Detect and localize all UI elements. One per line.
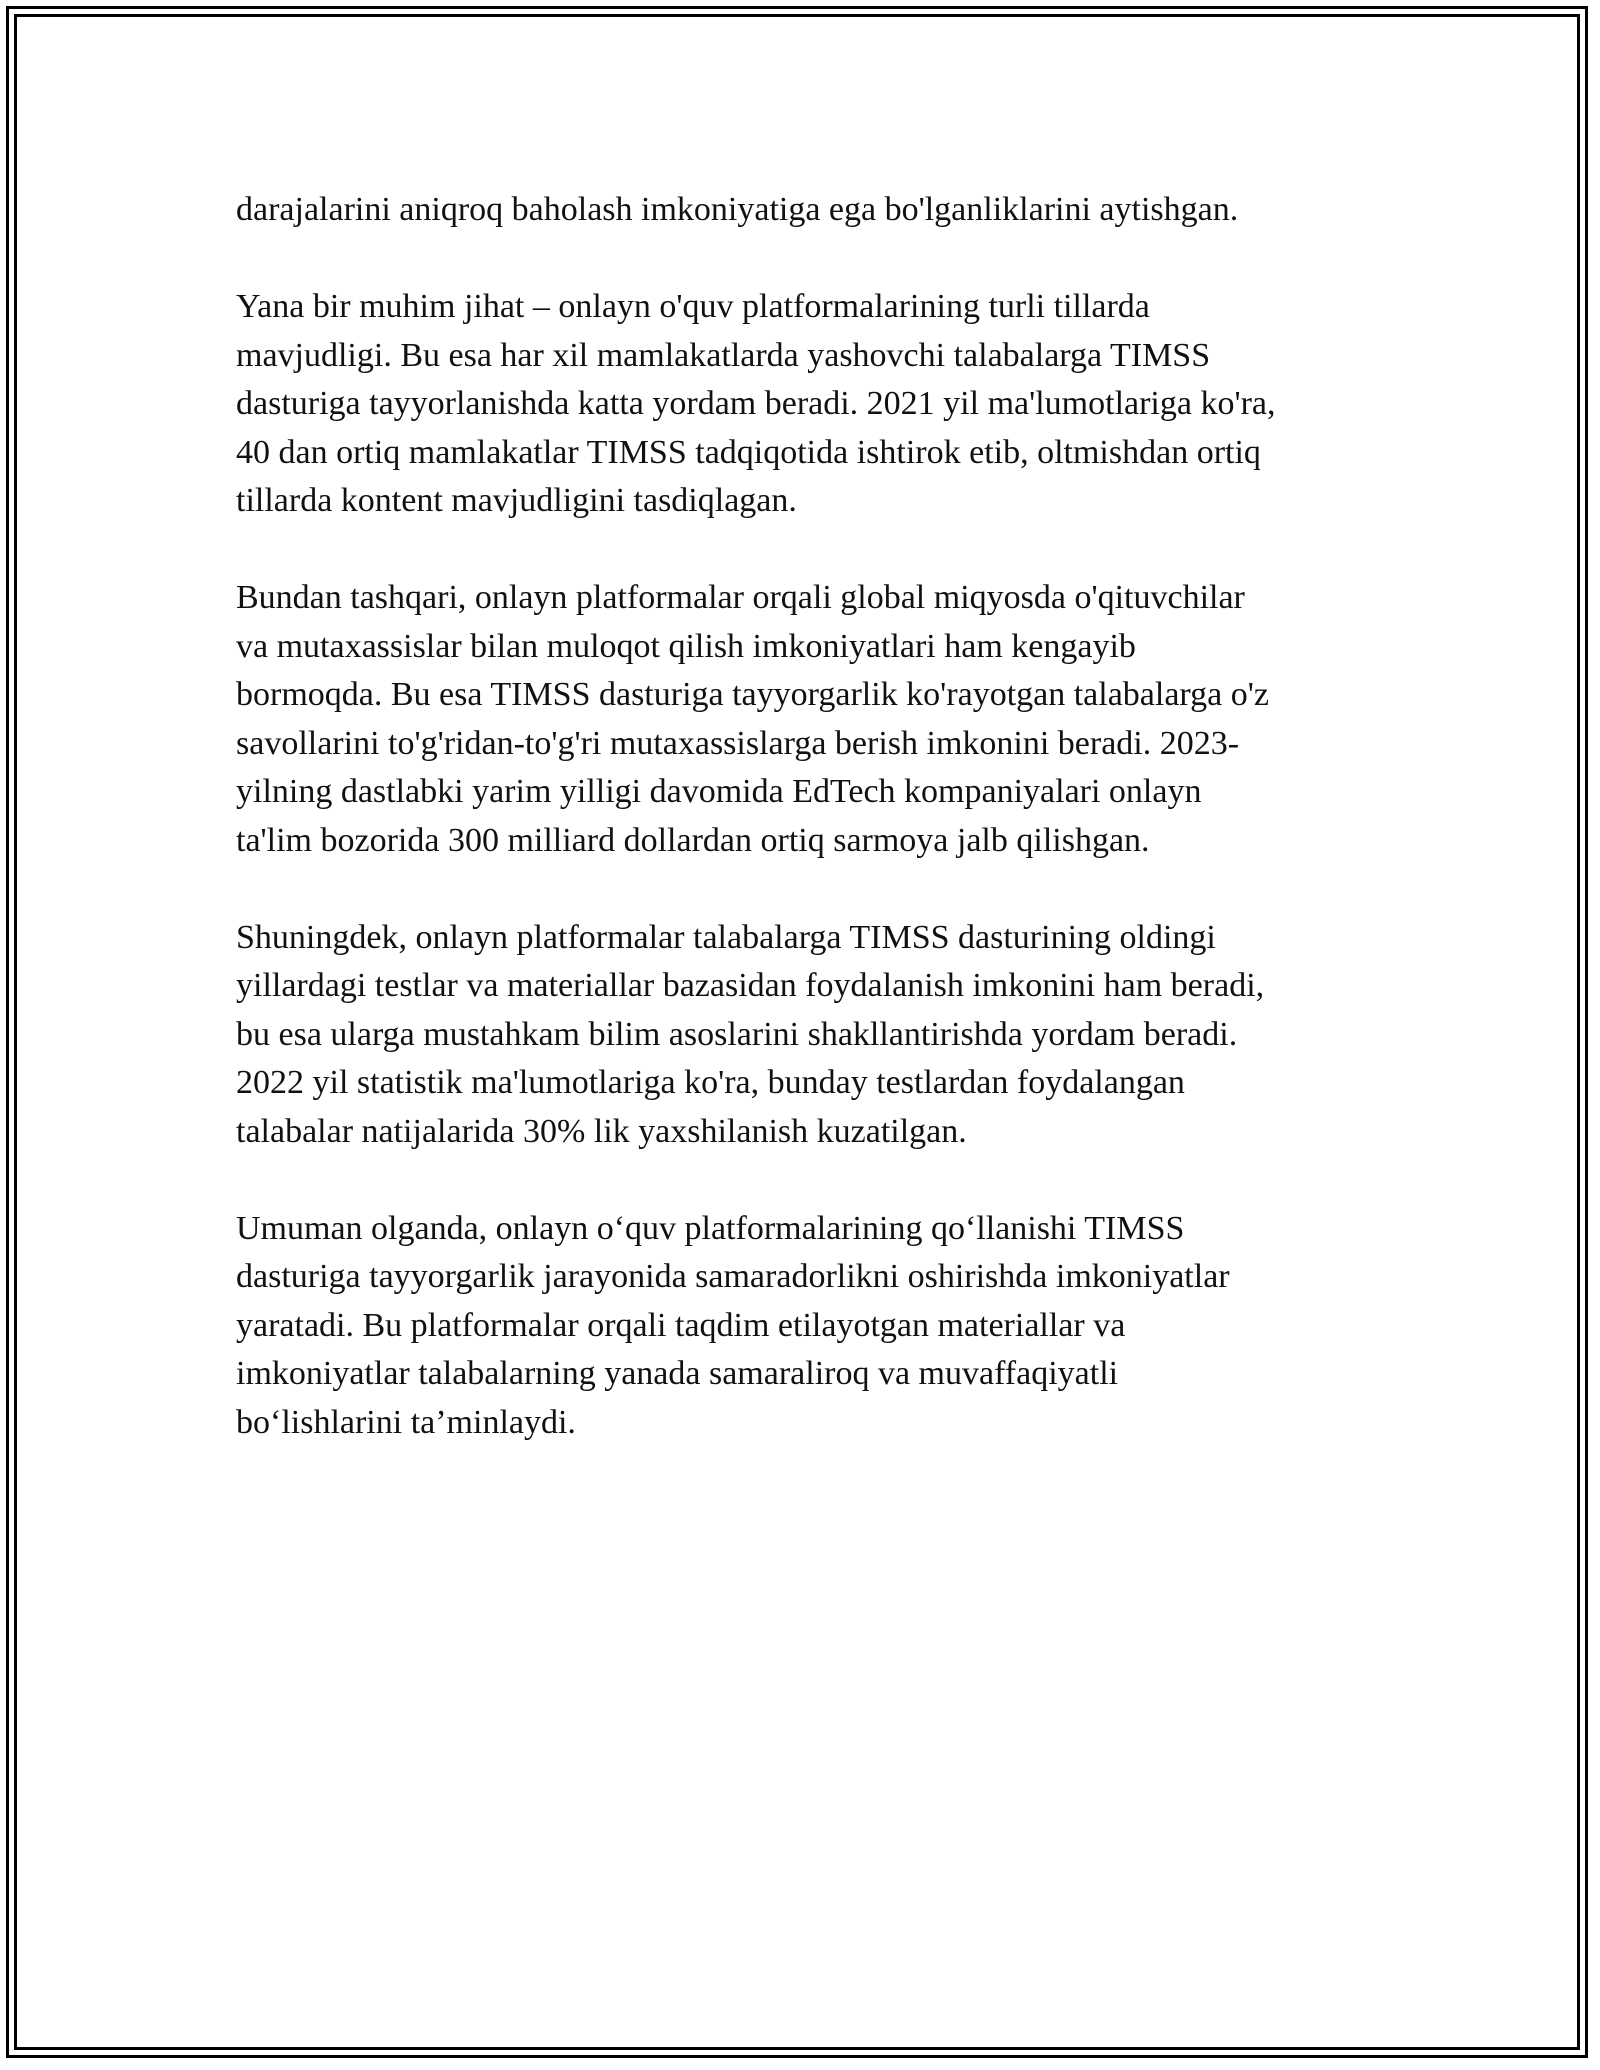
paragraph-1: darajalarini aniqroq baholash imkoniyatiga ega bo'lganliklarini aytishgan. [236,191,1239,228]
paragraph-4: Shuningdek, onlayn platformalar talabalarga TIMSS dasturining oldingi yillardagi testlar va materiallar bazasidan foydalanish imkonini ham beradi, bu esa ularga mustahkam bilim asoslarini shakllantirishda yordam beradi. 2022 yil statistik ma'lumotlariga ko'ra, bunday testlardan foydalangan talabalar natijalarida 30% lik yaxshilanish kuzatilgan. [236,918,1265,1150]
paragraph-3: Bundan tashqari, onlayn platformalar orqali global miqyosda o'qituvchilar va mutaxassislar bilan muloqot qilish imkoniyatlari ham kengayib bormoqda. Bu esa TIMSS dasturiga tayyorgarlik ko'rayotgan talabalarga o'z savollarini to'g'ridan-to'g'ri mutaxassislarga berish imkonini beradi. 2023- yilning dastlabki yarim yilligi davomida EdTech kompaniyalari onlayn ta'lim bozorida 300 milliard dollardan ortiq sarmoya jalb qilishgan. [236,579,1269,859]
paragraph-2: Yana bir muhim jihat – onlayn o'quv platformalarining turli tillarda mavjudligi. Bu esa har xil mamlakatlarda yashovchi talabalarga TIMSS dasturiga tayyorlanishda katta yordam beradi. 2021 yil ma'lumotlariga ko'ra, 40 dan ortiq mamlakatlar TIMSS tadqiqotida ishtirok etib, oltmishdan ortiq tillarda kontent mavjudligini tasdiqlagan. [236,288,1276,519]
paragraph-5: Umuman olganda, onlayn o‘quv platformalarining qo‘llanishi TIMSS dasturiga tayyorgarlik jarayonida samaradorlikni oshirishda imkoniyatlar yaratadi. Bu platformalar orqali taqdim etilayotgan materiallar va imkoniyatlar talabalarning yanada samaraliroq va muvaffaqiyatli bo‘lishlarini ta’minlaydi. [236,1209,1230,1441]
document-body [236,186,1366,1496]
